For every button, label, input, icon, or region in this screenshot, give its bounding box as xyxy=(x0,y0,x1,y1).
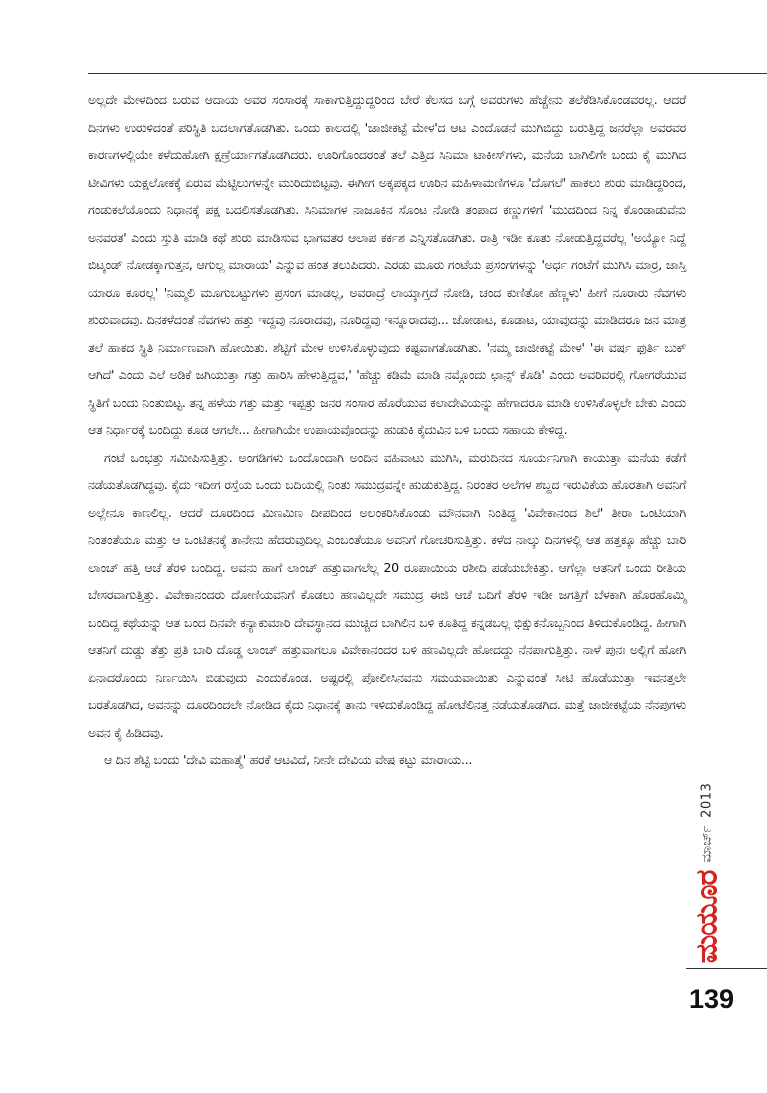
footer-rule xyxy=(686,968,767,969)
page-number: 139 xyxy=(689,984,735,1014)
article-paragraph-3: ಆ ದಿನ ಶೆಟ್ಟಿ ಬಂದು 'ದೇವಿ ಮಹಾತ್ಮೆ' ಹರಕೆ ಆಟವಿದೆ, ನೀನೇ ದೇವಿಯ ವೇಷ ಕಟ್ಟು ಮಾರಾಯ... xyxy=(104,752,473,767)
article-body xyxy=(88,86,686,774)
issue-year: 2013 xyxy=(699,782,715,818)
top-rule xyxy=(88,73,767,74)
issue-month: ಮಾರ್ಚ್ xyxy=(699,825,715,863)
article-paragraph-2: ಗಂಟೆ ಒಂಭತ್ತು ಸಮೀಪಿಸುತ್ತಿತ್ತು. ಅಂಗಡಿಗಳು ಒಂದೊಂದಾಗಿ ಅಂದಿನ ವಹಿವಾಟು ಮುಗಿಸಿ, ಮರುದಿನದ ಸೂರ್ಯನಿಗಾಗಿ ಕಾಯುತ್ತಾ ಮನೆಯ ಕಡೆಗೆ ನಡೆಯತೊಡಗಿದ್ದವು. ಕೈದು ಇದೀಗ ರಸ್ತೆಯ ಒಂದು ಬದಿಯಲ್ಲಿ ನಿಂತು ಸಮುದ್ರವನ್ನೇ ಹುಡುಕುತ್ತಿದ್ದ. ನಿರಂತರ ಅಲೆಗಳ ಶಬ್ದದ ಇರುವಿಕೆಯ ಹೊರತಾಗಿ ಅವನಿಗೆ ಅಲ್ಲೇನೂ ಕಾಣಲಿಲ್ಲ. ಆದರೆ ದೂರದಿಂದ ಮಿಣಮಿಣ ದೀಪದಿಂದ ಅಲಂಕರಿಸಿಕೊಂಡು ಮೌನವಾಗಿ ನಿಂತಿದ್ದ 'ವಿವೇಕಾನಂದ ಶಿಲೆ' ತೀರಾ ಒಂಟಿಯಾಗಿ ನಿಂತಂತೆಯೂ ಮತ್ತು ಆ ಒಂಟಿತನಕ್ಕೆ ತಾನೇನು ಹೆದರುವುದಿಲ್ಲ ಎಂಬಂತೆಯೂ ಅವನಿಗೆ ಗೋಚರಿಸುತ್ತಿತ್ತು. ಕಳೆದ ನಾಲ್ಕು ದಿನಗಳಲ್ಲಿ ಆತ ಹತ್ತಕ್ಕೂ ಹೆಚ್ಚು ಬಾರಿ ಲಾಂಚ್ ಹತ್ತಿ ಆಚೆ ತೆರಳಿ ಬಂದಿದ್ದ. ಅವನು ಹಾಗೆ ಲಾಂಚ್ ಹತ್ತುವಾಗಲೆಲ್ಲ 20 ರೂಪಾಯಿಯ ರಶೀದಿ ಪಡೆಯಬೇಕಿತ್ತು. ಆಗೆಲ್ಲಾ ಆತನಿಗೆ ಒಂದು ರೀತಿಯ ಬೇಸರವಾಗುತ್ತಿತ್ತು. ವಿವೇಕಾನಂದರು ದೋಣಿಯವನಿಗೆ ಕೊಡಲು ಹಣವಿಲ್ಲದೇ ಸಮುದ್ರ ಈಜಿ ಆಚೆ ಬದಿಗೆ ತೆರಳಿ ಇಡೀ ಜಗತ್ತಿಗೆ ಬೆಳಕಾಗಿ ಹೊರಹೊಮ್ಮಿ ಬಂದಿದ್ದ ಕಥೆಯನ್ನು ಆತ ಬಂದ ದಿನವೇ ಕನ್ಯಾಕುಮಾರಿ ದೇವಸ್ಥಾನದ ಮುಚ್ಚಿದ ಬಾಗಿಲಿನ ಬಳಿ ಕೂತಿದ್ದ ಕನ್ನಡಬಲ್ಲ ಭಿಕ್ಷುಕನೊಬ್ಬನಿಂದ ತಿಳಿದುಕೊಂಡಿದ್ದ. ಹೀಗಾಗಿ ಆತನಿಗೆ ದುಡ್ಡು ತೆತ್ತು ಪ್ರತಿ ಬಾರಿ ದೊಡ್ಡ ಲಾಂಚ್ ಹತ್ತುವಾಗಲೂ ವಿವೇಕಾನಂದರ ಬಳಿ ಹಣವಿಲ್ಲದೇ ಹೋದದ್ದು ನೆನಪಾಗುತ್ತಿತ್ತು. ನಾಳೆ ಪುನಃ ಅಲ್ಲಿಗೆ ಹೋಗಿ ಏನಾದರೊಂದು ನಿರ್ಣಯಿಸಿ ಬಿಡುವುದು ಎಂದುಕೊಂಡ. ಅಷ್ಟರಲ್ಲಿ ಪೋಲೀಸಿನವನು ಸಮಯವಾಯಿತು ಎನ್ನುವಂತೆ ಸೀಟಿ ಹೊಡೆಯುತ್ತಾ ಇವನತ್ತಲೇ ಬರತೊಡಗಿದ, ಅವನನ್ನು ದೂರದಿಂದಲೇ ನೋಡಿದ ಕೈದು ನಿಧಾನಕ್ಕೆ ತಾನು ಇಳಿದುಕೊಂಡಿದ್ದ ಹೋಟೆಲಿನತ್ತ ನಡೆಯತೊಡಗಿದ. ಮತ್ತೆ ಜಾಜೀಕಟ್ಟೆಯ ನೆನಪುಗಳು ಅವನ ಕೈ ಹಿಡಿದವು. xyxy=(88,449,686,740)
article-paragraph-1: ಅಲ್ಲದೇ ಮೇಳದಿಂದ ಬರುವ ಆದಾಯ ಅವರ ಸಂಸಾರಕ್ಕೆ ಸಾಕಾಗುತ್ತಿದ್ದುದ್ದರಿಂದ ಬೇರೆ ಕೆಲಸದ ಬಗ್ಗೆ ಅವರುಗಳು ಹೆಚ್ಚೇನು ತಲೆಕೆಡಿಸಿಕೊಂಡವರಲ್ಲ. ಆದರೆ ದಿನಗಳು ಉರುಳಿದಂತೆ ಪರಿಸ್ಥಿತಿ ಬದಲಾಗತೊಡಗಿತು. ಒಂದು ಕಾಲದಲ್ಲಿ 'ಜಾಜೀಕಟ್ಟೆ ಮೇಳ'ದ ಆಟ ಎಂದೊಡನೆ ಮುಗಿಬಿದ್ದು ಬರುತ್ತಿದ್ದ ಜನರೆಲ್ಲಾ ಅವರವರ ಕಾರಣಗಳಲ್ಲಿಯೇ ಕಳೆದುಹೋಗಿ ಕ್ಷಣ್ರೆರ್ಯಾಗತೊಡಗಿದರು. ಊರಿಗೊಂದರಂತೆ ತಲೆ ಎತ್ತಿದ ಸಿನಿಮಾ ಟಾಕೀಸ್‌ಗಳು, ಮನೆಯ ಬಾಗಿಲಿಗೇ ಬಂದು ಕೈ ಮುಗಿದ ಟೀವಿಗಳು ಯಕ್ಷಲೋಕಕ್ಕೆ ಏರುವ ಮೆಟ್ಟಿಲುಗಳನ್ನೇ ಮುರಿದುಬಿಟ್ಟವು. ಈಗೀಗ ಅಕ್ಕಪಕ್ಕದ ಊರಿನ ಮಹಿಳಾಮಣಿಗಳೂ 'ದೊಗಲೆ' ಹಾಕಲು ಶುರು ಮಾಡಿದ್ದರಿಂದ, ಗಂಡುಕಲೆಯೊಂದು ನಿಧಾನಕ್ಕೆ ಪಕ್ಷ ಬದಲಿಸತೊಡಗಿತು. ಸಿನಿಮಾಗಳ ನಾಜೂಕಿನ ಸೊಂಟ ನೋಡಿ ತಂಪಾದ ಕಣ್ಣುಗಳಿಗೆ 'ಮುದದಿಂದ ನಿನ್ನ ಕೊಂಡಾಡುವೆನು ಅನವರತ' ಎಂದು ಸ್ತುತಿ ಮಾಡಿ ಕಥೆ ಶುರು ಮಾಡಿಸುವ ಭಾಗವತರ ಆಲಾಪ ಕರ್ಕಶ ಎನ್ನಿಸತೊಡಗಿತು. ರಾತ್ರಿ ಇಡೀ ಕೂತು ನೋಡುತ್ತಿದ್ದವರೆಲ್ಲ 'ಅಯ್ಯೋ ನಿದ್ದೆ ಬಿಟ್ಕಂಡ್ ನೋಡಕ್ಕಾಗುತ್ತನ, ಆಗುಲ್ಲ ಮಾರಾಯ' ಎನ್ನುವ ಹಂತ ತಲುಪಿದರು. ಎರಡು ಮೂರು ಗಂಟೆಯ ಪ್ರಸಂಗಗಳನ್ನು 'ಅರ್ಧ ಗಂಟೆಗೆ ಮುಗಿಸಿ ಮಾರ್ರ, ಜಾಸ್ತಿ ಯಾರೂ ಕೂರಲ್ಲ' 'ನಿಮ್ಮಲಿ ಮೂಗುಬಟ್ಟುಗಳು ಪ್ರಸಂಗ ಮಾಡಲ್ಲ, ಅವರಾದ್ರೆ ಲಾಯ್ಕಾಗ್ತದೆ ನೋಡಿ, ಚಂದ ಕುಣಿತೋ ಹೆಣ್ಣಳು' ಹೀಗೆ ನೂರಾರು ನೆವಗಳು ಶುರುವಾದವು. ದಿನಕಳೆದಂತೆ ನೆವಗಳು ಹತ್ತು ಇದ್ದವು ನೂರಾದವು, ನೂರಿದ್ದವು ಇನ್ನೂರಾದವು... ಜೋಡಾಟ, ಕೂಡಾಟ, ಯಾವುದನ್ನು ಮಾಡಿದರೂ ಜನ ಮಾತ್ರ ತಲೆ ಹಾಕದ ಸ್ಥಿತಿ ನಿರ್ಮಾಣವಾಗಿ ಹೋಯಿತು. ಶೆಟ್ಟಿಗೆ ಮೇಳ ಉಳಿಸಿಕೊಳ್ಳುವುದು ಕಷ್ಟವಾಗತೊಡಗಿತು. 'ನಮ್ಮ ಜಾಜೀಕಟ್ಟೆ ಮೇಳ' 'ಈ ವರ್ಷ ಫುರ್ತಿ ಬುಕ್ ಆಗಿದೆ' ಎಂದು ಎಲೆ ಅಡಿಕೆ ಜಗಿಯುತ್ತಾ ಗತ್ತು ಹಾರಿಸಿ ಹೇಳುತ್ತಿದ್ದವ,' 'ಹೆಚ್ಚು ಕಡಿಮೆ ಮಾಡಿ ನಮ್ಗೊಂದು ಛಾನ್ಸ್ ಕೊಡಿ' ಎಂದು ಅವರಿವರಲ್ಲಿ ಗೋಗರೆಯುವ ಸ್ಥಿತಿಗೆ ಬಂದು ನಿಂತುಬಿಟ್ಟ. ತನ್ನ ಹಳೆಯ ಗತ್ತು ಮತ್ತು ಇಪ್ಪತ್ತು ಜನರ ಸಂಸಾರ ಹೊರೆಯುವ ಕಲಾದೇವಿಯನ್ನು ಹೇಗಾದರೂ ಮಾಡಿ ಉಳಿಸಿಕೊಳ್ಳಲೇ ಬೇಕು ಎಂದು ಆತ ನಿರ್ಧಾರಕ್ಕೆ ಬಂದಿದ್ದು ಕೂಡ ಆಗಲೇ... ಹೀಗಾಗಿಯೇ ಉಪಾಯವೊಂದನ್ನು ಹುಡುಕಿ ಕೈದುವಿನ ಬಳಿ ಬಂದು ಸಹಾಯ ಕೇಳಿದ್ದ. xyxy=(88,92,686,437)
magazine-masthead-vertical xyxy=(690,780,724,965)
magazine-logo: ಮಯೂರ xyxy=(689,870,725,963)
